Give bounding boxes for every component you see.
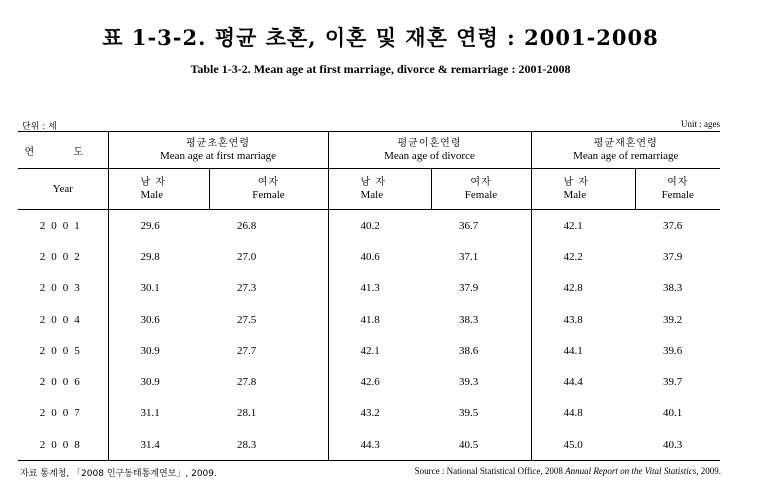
value-cell: 42.2 — [531, 241, 635, 272]
group-header-first-marriage: 평균초혼연령 Mean age at first marriage — [108, 132, 328, 169]
value-cell: 39.6 — [663, 344, 683, 357]
table-row — [18, 429, 720, 461]
year-cell: 2006 — [39, 376, 86, 389]
header-row-sex — [18, 169, 720, 210]
year-header-en: Year — [18, 169, 108, 210]
male-header: 남 자 Male — [108, 169, 209, 210]
value-cell: 42.8 — [531, 273, 635, 304]
value-cell: 40.3 — [635, 429, 720, 461]
year-cell: 2004 — [39, 313, 86, 326]
value-cell: 44.3 — [328, 429, 431, 461]
value-cell: 44.4 — [531, 366, 635, 397]
value-cell: 27.8 — [237, 376, 257, 389]
value-cell: 44.8 — [531, 398, 635, 429]
unit-label-en: Unit : ages — [681, 119, 720, 129]
page-subtitle: Table 1-3-2. Mean age at first marriage, divorce & remarriage : 2001-2008 — [190, 62, 571, 76]
table-row — [18, 366, 720, 397]
year-cell: 2002 — [39, 250, 86, 263]
value-cell: 37.1 — [459, 250, 479, 263]
unit-label-kr: 단위 : 세 — [22, 122, 57, 132]
female-header: 여자 Female — [431, 169, 531, 210]
source-note-kr: 자료 통계청, 「2008 인구동태통계연보」, 2009. — [20, 469, 217, 479]
value-cell: 43.8 — [531, 304, 635, 335]
value-cell: 38.3 — [663, 282, 683, 295]
value-cell: 30.9 — [108, 335, 209, 366]
table-row — [18, 335, 720, 366]
year-cell: 2003 — [39, 282, 86, 295]
value-cell: 39.7 — [663, 376, 683, 389]
value-cell: 30.1 — [108, 273, 209, 304]
female-header: 여자 Female — [635, 169, 720, 210]
mean-age-table — [18, 131, 720, 461]
value-cell: 37.6 — [663, 219, 683, 232]
value-cell: 41.8 — [328, 304, 431, 335]
value-cell: 29.6 — [108, 210, 209, 242]
female-header: 여자 Female — [209, 169, 328, 210]
value-cell: 30.9 — [108, 366, 209, 397]
value-cell: 28.1 — [237, 407, 257, 420]
table-row — [18, 210, 720, 242]
value-cell: 45.0 — [531, 429, 635, 461]
year-cell: 2005 — [39, 344, 86, 357]
value-cell: 29.8 — [108, 241, 209, 272]
value-cell: 27.0 — [237, 250, 257, 263]
page-title: 표 1-3-2. 평균 초혼, 이혼 및 재혼 연령 : 2001-2008 — [102, 25, 659, 50]
male-header: 남 자 Male — [531, 169, 635, 210]
value-cell: 30.6 — [108, 304, 209, 335]
male-header: 남 자 Male — [328, 169, 431, 210]
value-cell: 28.3 — [209, 429, 328, 461]
value-cell: 27.7 — [237, 344, 257, 357]
value-cell: 31.1 — [108, 398, 209, 429]
year-cell: 2007 — [39, 407, 86, 420]
year-cell: 2008 — [18, 429, 108, 461]
table-row — [18, 241, 720, 272]
year-cell: 2001 — [39, 219, 86, 232]
value-cell: 27.3 — [237, 282, 257, 295]
value-cell: 36.7 — [459, 219, 479, 232]
value-cell: 38.3 — [459, 313, 479, 326]
year-header-kr: 연 도 — [18, 132, 108, 169]
value-cell: 44.1 — [531, 335, 635, 366]
value-cell: 40.1 — [663, 407, 683, 420]
value-cell: 26.8 — [237, 219, 257, 232]
value-cell: 42.1 — [328, 335, 431, 366]
value-cell: 40.5 — [431, 429, 531, 461]
value-cell: 41.3 — [328, 273, 431, 304]
value-cell: 38.6 — [459, 344, 479, 357]
source-note-en: Source : National Statistical Office, 2008 Annual Report on the Vital Statistics, 2009. — [414, 466, 721, 476]
value-cell: 39.3 — [459, 376, 479, 389]
value-cell: 39.2 — [663, 313, 683, 326]
value-cell: 43.2 — [328, 398, 431, 429]
header-row-groups — [18, 132, 720, 169]
group-header-remarriage: 평균재혼연령 Mean age of remarriage — [531, 132, 720, 169]
value-cell: 40.2 — [328, 210, 431, 242]
value-cell: 37.9 — [459, 282, 479, 295]
group-header-divorce: 평균이혼연령 Mean age of divorce — [328, 132, 531, 169]
value-cell: 40.6 — [328, 241, 431, 272]
value-cell: 27.5 — [237, 313, 257, 326]
table-row — [18, 398, 720, 429]
value-cell: 42.1 — [531, 210, 635, 242]
table-row — [18, 273, 720, 304]
value-cell: 42.6 — [328, 366, 431, 397]
value-cell: 39.5 — [459, 407, 479, 420]
value-cell: 37.9 — [663, 250, 683, 263]
value-cell: 31.4 — [108, 429, 209, 461]
table-row — [18, 304, 720, 335]
report-title: Annual Report on the Vital Statistics — [565, 466, 697, 476]
